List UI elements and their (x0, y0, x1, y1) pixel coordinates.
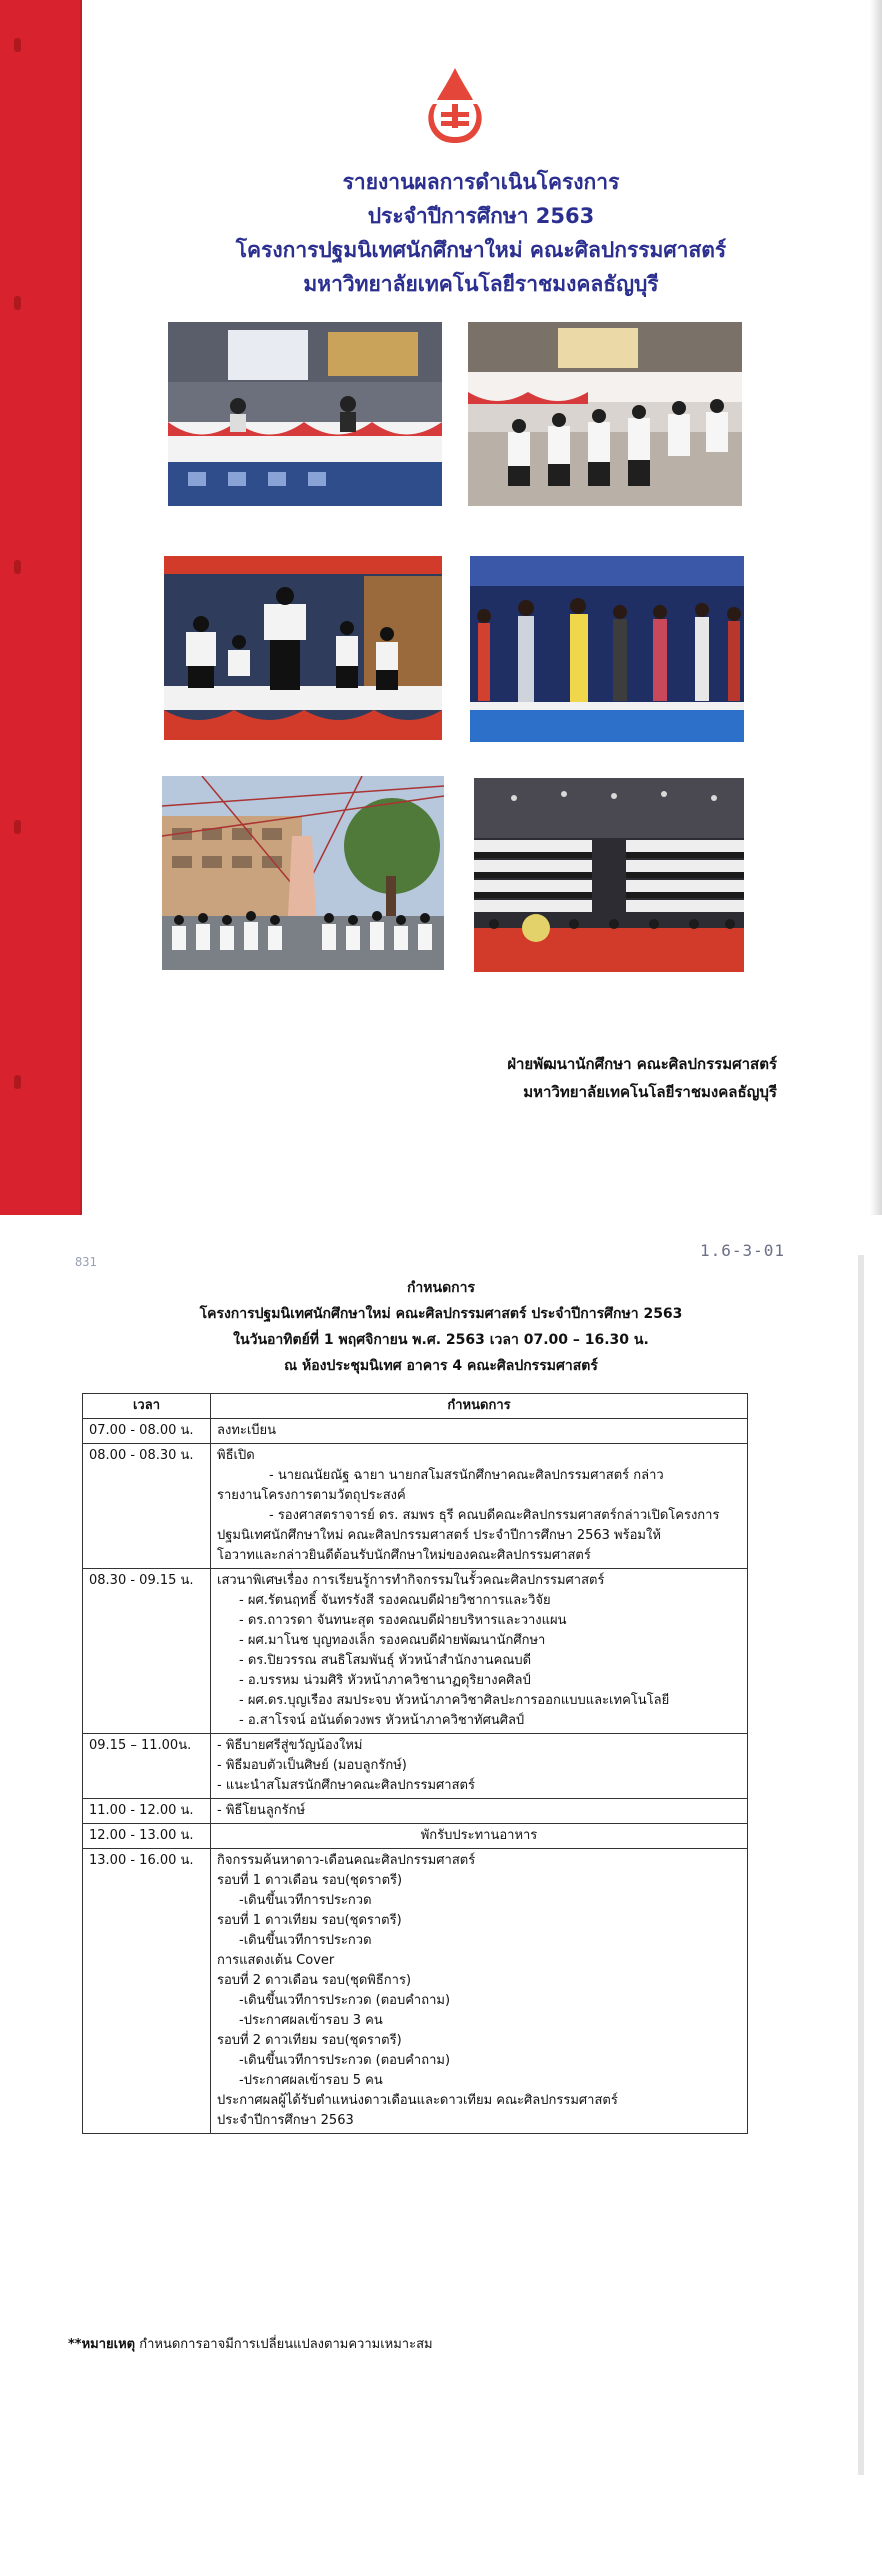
photo-students-paying-respect (468, 322, 742, 506)
photo-contest-finalists (470, 556, 744, 742)
report-year: ประจำปีการศึกษา 2563 (367, 204, 595, 228)
schedule-row (83, 1444, 748, 1569)
schedule-table (82, 1393, 748, 2134)
activity-line: พักรับประทานอาหาร (420, 1828, 538, 1843)
activity-line: - นายณนัยณัฐ ฉายา นายกสโมสรนักศึกษาคณะศิลปกรรมศาสตร์ กล่าว (269, 1468, 664, 1483)
activity-line: พิธีเปิด (217, 1448, 255, 1463)
schedule-activity (211, 1734, 748, 1799)
activity-line: ประจำปีการศึกษา 2563 (217, 2113, 354, 2128)
schedule-venue-line: ณ ห้องประชุมนิเทศ อาคาร 4 คณะศิลปกรรมศาสตร์ (284, 1358, 598, 1374)
corner-mark: 831 (75, 1255, 97, 1269)
page-shadow (858, 1255, 864, 2475)
activity-line: รอบที่ 2 ดาวเดือน รอบ(ชุดพิธีการ) (217, 1973, 412, 1988)
schedule-time: 12.00 - 13.00 น. (83, 1824, 211, 1849)
schedule-activity (211, 1849, 748, 2134)
schedule-project-line: โครงการปฐมนิเทศนักศึกษาใหม่ คณะศิลปกรรมศาสตร์ ประจำปีการศึกษา 2563 (199, 1306, 683, 1322)
activity-line: รอบที่ 2 ดาวเทียม รอบ(ชุดราตรี) (217, 2033, 402, 2048)
photo-student-leaders-on-stage (164, 556, 442, 740)
activity-line: ลงทะเบียน (217, 1423, 277, 1438)
activity-line: -เดินขึ้นเวทีการประกวด (239, 1933, 372, 1948)
activity-line: - อ.สาโรจน์ อนันต์ดวงพร หัวหน้าภาควิชาทัศนศิลป์ (239, 1713, 525, 1728)
binding-staple (14, 1075, 21, 1089)
schedule-date-line: ในวันอาทิตย์ที่ 1 พฤศจิกายน พ.ศ. 2563 เวลา 07.00 – 16.30 น. (233, 1332, 649, 1348)
activity-line: รายงานโครงการตามวัตถุประสงค์ (217, 1488, 406, 1503)
activity-line: - ผศ.ดร.บุญเรือง สมประจบ หัวหน้าภาควิชาศิลปะการออกแบบและเทคโนโลยี (239, 1693, 670, 1708)
photo-outdoor-ceremony (162, 776, 444, 970)
activity-line: -เดินขึ้นเวทีการประกวด (ตอบคำถาม) (239, 2053, 451, 2068)
university-name: มหาวิทยาลัยเทคโนโลยีราชมงคลธัญบุรี (303, 272, 659, 296)
schedule-row (83, 1569, 748, 1734)
report-cover-page (0, 0, 882, 1215)
schedule-heading: กำหนดการ (406, 1280, 476, 1296)
activity-line: เสวนาพิเศษเรื่อง การเรียนรู้การทำกิจกรรมในรั้วคณะศิลปกรรมศาสตร์ (217, 1573, 605, 1588)
activity-line: รอบที่ 1 ดาวเดือน รอบ(ชุดราตรี) (217, 1873, 403, 1888)
schedule-time: 11.00 - 12.00 น. (83, 1799, 211, 1824)
schedule-time: 09.15 – 11.00น. (83, 1734, 211, 1799)
schedule-row (83, 1734, 748, 1799)
schedule-table-header (83, 1394, 748, 1419)
activity-line: - ดร.ปิยวรรณ สนธิโสมพันธุ์ หัวหน้าสำนักงานคณบดี (239, 1653, 532, 1668)
university-logo-icon (423, 66, 487, 148)
activity-line: - ผศ.รัตนฤทธิ์ จันทรรังสี รองคณบดีฝ่ายวิชาการและวิจัย (239, 1593, 551, 1608)
activity-line: - รองศาสตราจารย์ ดร. สมพร ธุรี คณบดีคณะศิลปกรรมศาสตร์กล่าวเปิดโครงการ (269, 1508, 720, 1523)
photo-students-in-auditorium (474, 778, 744, 972)
binding-staple (14, 560, 21, 574)
schedule-activity (211, 1419, 748, 1444)
schedule-activity (211, 1799, 748, 1824)
activity-line: - พิธีบายศรีสู่ขวัญน้องใหม่ (217, 1738, 363, 1753)
activity-line: -ประกาศผลเข้ารอบ 3 คน (239, 2013, 383, 2028)
schedule-page (0, 1215, 882, 2560)
schedule-time: 13.00 - 16.00 น. (83, 1849, 211, 2134)
schedule-activity (211, 1824, 748, 1849)
activity-line: โอวาทและกล่าวยินดีต้อนรับนักศึกษาใหม่ของคณะศิลปกรรมศาสตร์ (217, 1548, 591, 1563)
schedule-time: 08.00 - 08.30 น. (83, 1444, 211, 1569)
activity-line: การแสดงเต้น Cover (217, 1953, 335, 1968)
activity-line: - ผศ.มาโนช บุญทองเล็ก รองคณบดีฝ่ายพัฒนานักศึกษา (239, 1633, 546, 1648)
handwritten-note: 1.6-3-01 (700, 1241, 786, 1260)
binding-staple (14, 820, 21, 834)
schedule-time: 08.30 - 09.15 น. (83, 1569, 211, 1734)
schedule-row (83, 1799, 748, 1824)
schedule-row (83, 1419, 748, 1444)
binding-staple (14, 296, 21, 310)
university-signature: มหาวิทยาลัยเทคโนโลยีราชมงคลธัญบุรี (523, 1083, 777, 1101)
activity-line: - พิธีโยนลูกรักษ์ (217, 1803, 306, 1818)
schedule-activity (211, 1569, 748, 1734)
schedule-time: 07.00 - 08.00 น. (83, 1419, 211, 1444)
activity-line: - พิธีมอบตัวเป็นศิษย์ (มอบลูกรักษ์) (217, 1758, 407, 1773)
time-column-header: เวลา (83, 1394, 211, 1419)
photo-opening-ceremony (168, 322, 442, 506)
schedule-activity (211, 1444, 748, 1569)
binding-staple (14, 38, 21, 52)
activity-line: -เดินขึ้นเวทีการประกวด (239, 1893, 372, 1908)
activity-line: - ดร.ถาวรดา จันทนะสุต รองคณบดีฝ่ายบริหารและวางแผน (239, 1613, 567, 1628)
department-signature: ฝ่ายพัฒนานักศึกษา คณะศิลปกรรมศาสตร์ (507, 1055, 777, 1073)
activity-line: -ประกาศผลเข้ารอบ 5 คน (239, 2073, 383, 2088)
project-name: โครงการปฐมนิเทศนักศึกษาใหม่ คณะศิลปกรรมศาสตร์ (235, 238, 727, 262)
activity-line: กิจกรรมค้นหาดาว-เดือนคณะศิลปกรรมศาสตร์ (217, 1853, 476, 1868)
schedule-remark (68, 2333, 433, 2354)
red-binding-strip (0, 0, 80, 1215)
activity-line: -เดินขึ้นเวทีการประกวด (ตอบคำถาม) (239, 1993, 451, 2008)
activity-line: - อ.บรรหม น่วมศิริ หัวหน้าภาควิชานาฏดุริยางคศิลป์ (239, 1673, 531, 1688)
report-title: รายงานผลการดำเนินโครงการ (342, 170, 620, 194)
agenda-column-header: กำหนดการ (211, 1394, 748, 1419)
schedule-row (83, 1849, 748, 2134)
activity-line: - แนะนำสโมสรนักศึกษาคณะศิลปกรรมศาสตร์ (217, 1778, 475, 1793)
remark-label: **หมายเหตุ (68, 2337, 136, 2352)
activity-line: รอบที่ 1 ดาวเทียม รอบ(ชุดราตรี) (217, 1913, 402, 1928)
schedule-row (83, 1824, 748, 1849)
activity-line: ปฐมนิเทศนักศึกษาใหม่ คณะศิลปกรรมศาสตร์ ประจำปีการศึกษา 2563 พร้อมให้ (217, 1528, 661, 1543)
remark-text: กำหนดการอาจมีการเปลี่ยนแปลงตามความเหมาะสม (135, 2337, 433, 2352)
activity-line: ประกาศผลผู้ได้รับตำแหน่งดาวเดือนและดาวเทียม คณะศิลปกรรมศาสตร์ (217, 2093, 618, 2108)
